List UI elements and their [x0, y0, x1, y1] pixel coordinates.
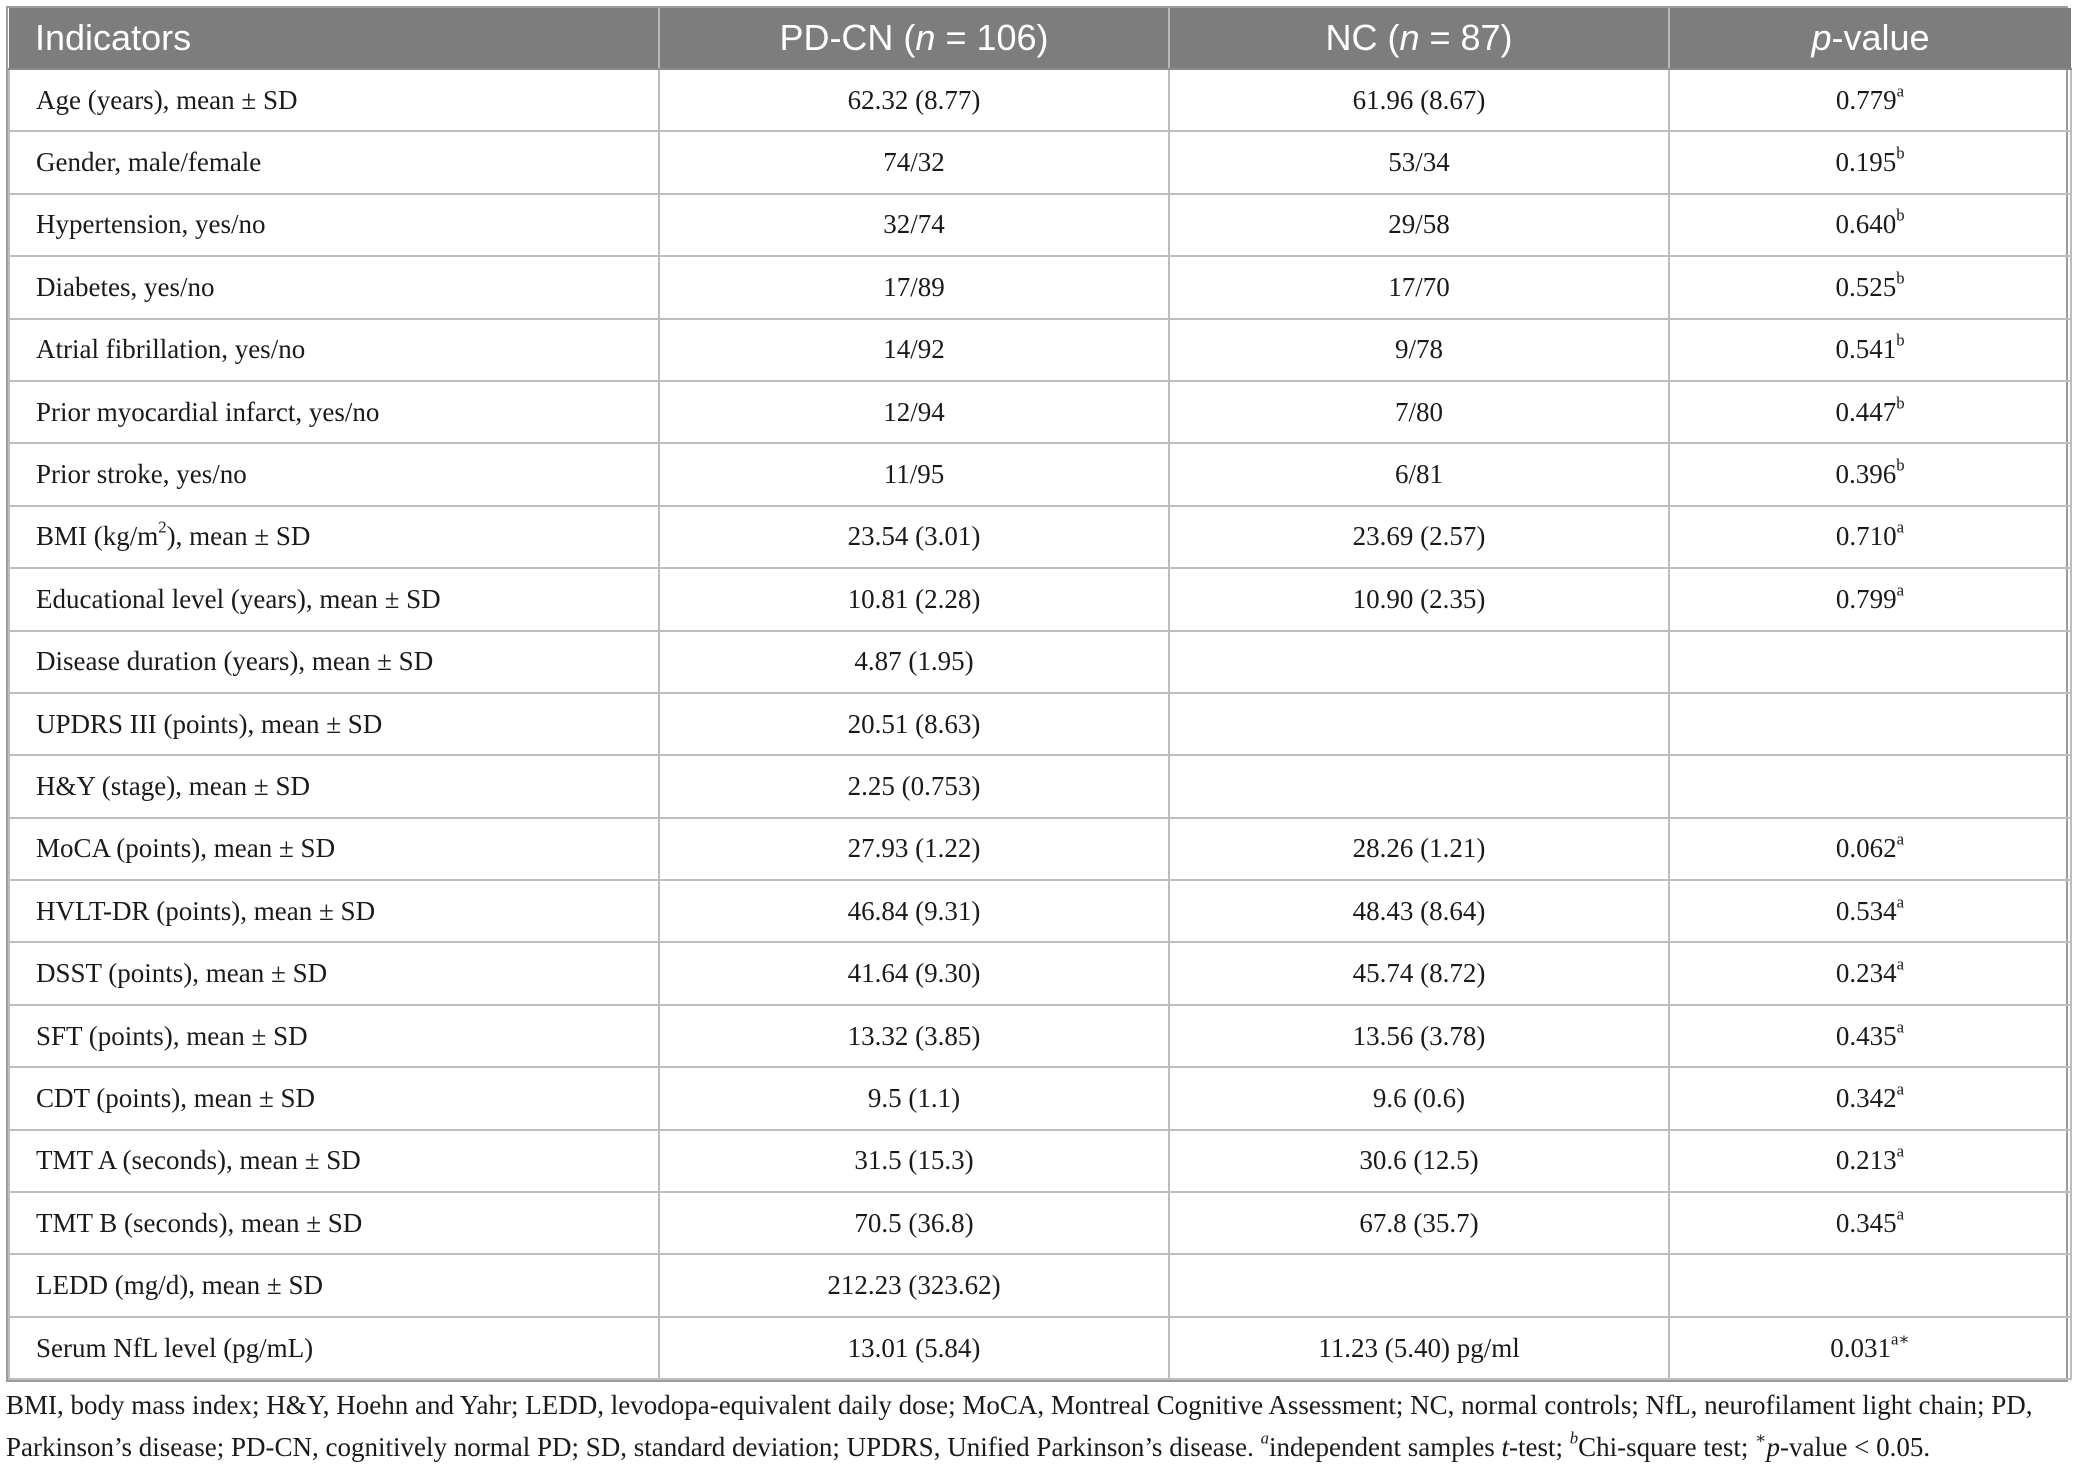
cell-pdcn: 11/95 — [659, 443, 1169, 505]
cell-indicator — [9, 693, 659, 755]
p-value-footnote-marker: a — [1896, 1141, 1905, 1161]
cell-indicator — [9, 69, 659, 131]
cell-indicator — [9, 1254, 659, 1316]
cell-indicator — [9, 381, 659, 443]
cell-indicator — [9, 1130, 659, 1192]
p-value-number: 0.342 — [1835, 1082, 1897, 1113]
cell-nc: 9/78 — [1169, 319, 1669, 381]
p-value-footnote-marker: a∗ — [1890, 1328, 1910, 1348]
p-value-footnote-marker: a — [1896, 892, 1905, 912]
footnote-a-pre: independent samples — [1269, 1432, 1502, 1462]
cell-nc: 53/34 — [1169, 131, 1669, 193]
header-indicators-label: Indicators — [35, 17, 192, 58]
p-value-number: 0.031 — [1830, 1332, 1891, 1363]
cell-pdcn: 70.5 (36.8) — [659, 1192, 1169, 1254]
table-row — [9, 631, 2071, 693]
table-row — [9, 880, 2071, 942]
table-row — [9, 1254, 2071, 1316]
indicator-label: DSST (points), mean ± SD — [36, 958, 328, 989]
cell-indicator — [9, 880, 659, 942]
p-value-footnote-marker: a — [1896, 954, 1905, 974]
table-row — [9, 942, 2071, 1004]
indicator-label: Serum NfL level (pg/mL) — [36, 1332, 314, 1363]
table-row — [9, 381, 2071, 443]
indicator-label: BMI (kg/m — [36, 521, 159, 552]
cell-indicator — [9, 131, 659, 193]
cell-pdcn: 41.64 (9.30) — [659, 942, 1169, 1004]
cell-pdcn: 27.93 (1.22) — [659, 818, 1169, 880]
indicator-label-suffix: ), mean ± SD — [166, 521, 311, 552]
table-row — [9, 256, 2071, 318]
footnote-b-marker: b — [1569, 1428, 1579, 1448]
indicator-label: Age (years), mean ± SD — [36, 84, 298, 115]
p-value-number: 0.541 — [1835, 334, 1897, 365]
footnote-b-text: Chi-square test; — [1578, 1432, 1756, 1462]
table-row — [9, 1130, 2071, 1192]
cell-nc — [1169, 631, 1669, 693]
table-row — [9, 319, 2071, 381]
indicator-label: Disease duration (years), mean ± SD — [36, 646, 434, 677]
table-row — [9, 1005, 2071, 1067]
cell-nc: 9.6 (0.6) — [1169, 1067, 1669, 1129]
cell-p-value — [1669, 818, 2071, 880]
table-row — [9, 69, 2071, 131]
indicator-label: CDT (points), mean ± SD — [36, 1082, 316, 1113]
cell-nc — [1169, 1254, 1669, 1316]
cell-p-value — [1669, 1192, 2071, 1254]
header-row — [9, 8, 2071, 69]
cell-indicator — [9, 631, 659, 693]
cell-indicator — [9, 194, 659, 256]
table-row — [9, 1192, 2071, 1254]
cell-pdcn: 212.23 (323.62) — [659, 1254, 1169, 1316]
table-row — [9, 755, 2071, 817]
cell-p-value — [1669, 381, 2071, 443]
cell-p-value — [1669, 1130, 2071, 1192]
cell-nc: 6/81 — [1169, 443, 1669, 505]
cell-pdcn: 62.32 (8.77) — [659, 69, 1169, 131]
p-value-footnote-marker: b — [1896, 393, 1905, 413]
cell-p-value — [1669, 443, 2071, 505]
footnote-a-post: -test; — [1509, 1432, 1570, 1462]
table-row — [9, 1067, 2071, 1129]
p-value-footnote-marker: a — [1896, 580, 1905, 600]
p-value-footnote-marker: b — [1896, 268, 1905, 288]
cell-nc: 48.43 (8.64) — [1169, 880, 1669, 942]
cell-nc: 28.26 (1.21) — [1169, 818, 1669, 880]
cell-nc: 17/70 — [1169, 256, 1669, 318]
indicator-label: HVLT-DR (points), mean ± SD — [36, 895, 376, 926]
cell-nc: 7/80 — [1169, 381, 1669, 443]
cell-indicator — [9, 818, 659, 880]
header-p-italic: p — [1811, 17, 1832, 58]
p-value-footnote-marker: b — [1896, 455, 1905, 475]
p-value-footnote-marker: b — [1896, 205, 1905, 225]
table-row — [9, 693, 2071, 755]
cell-nc: 30.6 (12.5) — [1169, 1130, 1669, 1192]
cell-p-value — [1669, 1067, 2071, 1129]
p-value-footnote-marker: a — [1896, 1204, 1905, 1224]
footnote-star-p: p — [1766, 1432, 1780, 1462]
cell-p-value — [1669, 319, 2071, 381]
header-nc-post: = 87) — [1419, 17, 1513, 58]
footnote-a-marker: a — [1260, 1428, 1270, 1448]
cell-pdcn: 23.54 (3.01) — [659, 506, 1169, 568]
cell-indicator — [9, 1005, 659, 1067]
p-value-number: 0.640 — [1835, 209, 1897, 240]
cell-p-value — [1669, 256, 2071, 318]
indicator-label: Hypertension, yes/no — [36, 209, 266, 240]
cell-p-value — [1669, 880, 2071, 942]
cell-pdcn: 13.32 (3.85) — [659, 1005, 1169, 1067]
cell-pdcn: 13.01 (5.84) — [659, 1317, 1169, 1379]
table-row — [9, 568, 2071, 630]
indicator-label: TMT A (seconds), mean ± SD — [36, 1145, 361, 1176]
cell-indicator — [9, 1192, 659, 1254]
cell-pdcn: 31.5 (15.3) — [659, 1130, 1169, 1192]
p-value-number: 0.345 — [1835, 1207, 1897, 1238]
cell-pdcn: 2.25 (0.753) — [659, 755, 1169, 817]
cell-pdcn: 32/74 — [659, 194, 1169, 256]
indicator-label: Prior stroke, yes/no — [36, 459, 247, 490]
p-value-footnote-marker: a — [1896, 1079, 1905, 1099]
table-header — [9, 8, 2071, 69]
cell-nc: 13.56 (3.78) — [1169, 1005, 1669, 1067]
header-p-post: -value — [1831, 17, 1930, 58]
header-nc-n: n — [1399, 17, 1420, 58]
cell-nc: 29/58 — [1169, 194, 1669, 256]
cell-p-value — [1669, 942, 2071, 1004]
cell-pdcn: 4.87 (1.95) — [659, 631, 1169, 693]
cell-p-value — [1669, 1005, 2071, 1067]
cell-indicator — [9, 755, 659, 817]
cell-nc — [1169, 693, 1669, 755]
p-value-footnote-marker: b — [1896, 143, 1905, 163]
p-value-number: 0.234 — [1835, 958, 1897, 989]
cell-p-value — [1669, 1254, 2071, 1316]
header-pdcn-n: n — [915, 17, 936, 58]
p-value-number: 0.213 — [1835, 1145, 1897, 1176]
indicator-label: SFT (points), mean ± SD — [36, 1020, 308, 1051]
cell-nc: 10.90 (2.35) — [1169, 568, 1669, 630]
cell-pdcn: 46.84 (9.31) — [659, 880, 1169, 942]
cell-indicator — [9, 256, 659, 318]
table-row — [9, 443, 2071, 505]
p-value-footnote-marker: b — [1896, 330, 1905, 350]
cell-pdcn: 12/94 — [659, 381, 1169, 443]
cell-indicator — [9, 942, 659, 1004]
table-row — [9, 194, 2071, 256]
indicator-label: Diabetes, yes/no — [36, 271, 215, 302]
cell-pdcn: 9.5 (1.1) — [659, 1067, 1169, 1129]
footnote-star-marker: ∗ — [1755, 1428, 1767, 1448]
cell-pdcn: 14/92 — [659, 319, 1169, 381]
cell-indicator — [9, 568, 659, 630]
p-value-number: 0.799 — [1835, 583, 1897, 614]
table-row — [9, 506, 2071, 568]
footnote-a-t: t — [1501, 1432, 1509, 1462]
cell-nc — [1169, 755, 1669, 817]
indicator-label: UPDRS III (points), mean ± SD — [36, 708, 383, 739]
indicator-label: Gender, male/female — [36, 147, 262, 178]
cell-pdcn: 74/32 — [659, 131, 1169, 193]
p-value-number: 0.062 — [1835, 833, 1897, 864]
footnote-star-text: -value < 0.05. — [1779, 1432, 1931, 1462]
header-indicators — [9, 8, 659, 69]
header-nc — [1169, 8, 1669, 69]
cell-p-value — [1669, 755, 2071, 817]
indicator-label: Educational level (years), mean ± SD — [36, 583, 441, 614]
cell-nc: 61.96 (8.67) — [1169, 69, 1669, 131]
p-value-number: 0.396 — [1835, 459, 1897, 490]
cell-nc: 67.8 (35.7) — [1169, 1192, 1669, 1254]
indicator-label: H&Y (stage), mean ± SD — [36, 770, 311, 801]
header-pdcn-pre: PD-CN ( — [779, 17, 916, 58]
indicator-label: MoCA (points), mean ± SD — [36, 833, 336, 864]
p-value-number: 0.779 — [1835, 84, 1897, 115]
demographics-table — [8, 8, 2072, 1380]
p-value-footnote-marker: a — [1896, 829, 1905, 849]
header-nc-pre: NC ( — [1325, 17, 1400, 58]
p-value-number: 0.195 — [1835, 147, 1897, 178]
header-pdcn-post: = 106) — [935, 17, 1049, 58]
header-p-value — [1669, 8, 2071, 69]
cell-nc: 23.69 (2.57) — [1169, 506, 1669, 568]
table-row — [9, 818, 2071, 880]
cell-nc: 11.23 (5.40) pg/ml — [1169, 1317, 1669, 1379]
p-value-footnote-marker: a — [1896, 81, 1905, 101]
indicator-label: Atrial fibrillation, yes/no — [36, 334, 306, 365]
cell-indicator — [9, 319, 659, 381]
cell-pdcn: 10.81 (2.28) — [659, 568, 1169, 630]
cell-pdcn: 17/89 — [659, 256, 1169, 318]
cell-indicator — [9, 1067, 659, 1129]
cell-p-value — [1669, 194, 2071, 256]
indicator-superscript: 2 — [158, 517, 167, 537]
p-value-number: 0.447 — [1835, 396, 1897, 427]
cell-p-value — [1669, 131, 2071, 193]
p-value-number: 0.435 — [1835, 1020, 1897, 1051]
table-body — [9, 69, 2071, 1379]
indicator-label: LEDD (mg/d), mean ± SD — [36, 1270, 324, 1301]
table-row — [9, 1317, 2071, 1379]
footnote-abbreviations: BMI, body mass index; H&Y, Hoehn and Yahr; LEDD, levodopa-equivalent daily dose; MoCA, Montreal Cognitive Assessment; NC, normal controls; NfL, neurofilament light chain; PD, Parkinson’s disease; PD-CN, cognitively normal PD; SD, standard deviation; UPDRS, Unified Parkinson’s disease. — [6, 1390, 2033, 1462]
cell-p-value — [1669, 1317, 2071, 1379]
cell-p-value — [1669, 693, 2071, 755]
cell-p-value — [1669, 506, 2071, 568]
cell-nc: 45.74 (8.72) — [1169, 942, 1669, 1004]
cell-p-value — [1669, 631, 2071, 693]
table-frame — [6, 6, 2068, 1382]
p-value-footnote-marker: a — [1896, 1017, 1905, 1036]
cell-p-value — [1669, 69, 2071, 131]
table-footnote — [6, 1384, 2068, 1468]
header-pdcn — [659, 8, 1169, 69]
table-container — [6, 6, 2068, 1382]
cell-p-value — [1669, 568, 2071, 630]
p-value-number: 0.525 — [1835, 271, 1897, 302]
p-value-footnote-marker: a — [1896, 517, 1905, 537]
table-row — [9, 131, 2071, 193]
p-value-number: 0.534 — [1835, 895, 1897, 926]
cell-indicator — [9, 1317, 659, 1379]
indicator-label: TMT B (seconds), mean ± SD — [36, 1207, 363, 1238]
cell-indicator — [9, 443, 659, 505]
cell-pdcn: 20.51 (8.63) — [659, 693, 1169, 755]
p-value-number: 0.710 — [1835, 521, 1897, 552]
indicator-label: Prior myocardial infarct, yes/no — [36, 396, 380, 427]
cell-indicator — [9, 506, 659, 568]
